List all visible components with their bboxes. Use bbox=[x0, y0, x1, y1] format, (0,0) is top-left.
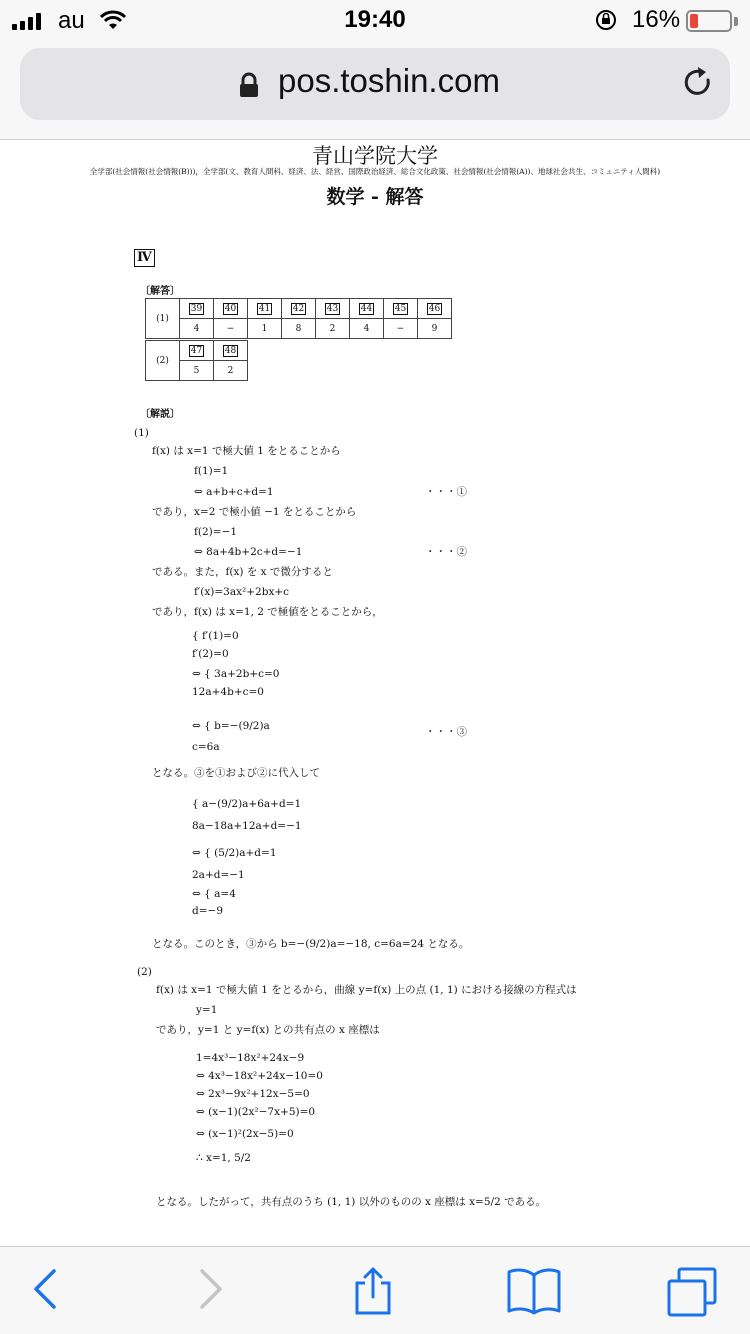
answer-box-number: 42 bbox=[292, 303, 305, 314]
carrier: au bbox=[58, 7, 85, 34]
padlock-icon bbox=[238, 72, 260, 98]
university-name: 青山学院大学 bbox=[312, 144, 438, 168]
answer-value: − bbox=[384, 319, 418, 339]
answer-box-number: 43 bbox=[326, 303, 339, 314]
answer-value: 9 bbox=[418, 319, 452, 339]
answer-table-1 bbox=[145, 298, 452, 339]
equation-marker: ・・・② bbox=[425, 546, 467, 558]
math-line: { f′(1)=0 bbox=[192, 630, 239, 642]
equation-marker: ・・・③ bbox=[425, 726, 467, 738]
math-line: { a−(9/2)a+6a+d=1 bbox=[192, 798, 302, 810]
math-line: ⇔ { 3a+2b+c=0 bbox=[192, 668, 280, 680]
explanation-label: 〔解説〕 bbox=[140, 409, 180, 420]
answer-table-2 bbox=[145, 340, 248, 381]
part-label: (1) bbox=[146, 299, 180, 339]
math-line: 1=4x³−18x²+24x−9 bbox=[196, 1052, 305, 1064]
math-line: となる。したがって，共有点のうち (1, 1) 以外のものの x 座標は x=5/2 である。 bbox=[156, 1196, 547, 1208]
math-line: である。また，f(x) を x で微分すると bbox=[152, 566, 333, 578]
answer-box-number: 46 bbox=[428, 303, 441, 314]
tabs-icon[interactable] bbox=[666, 1267, 720, 1317]
answer-box-number: 44 bbox=[360, 303, 373, 314]
address-bar[interactable] bbox=[20, 48, 730, 120]
math-line: ⇔ 8a+4b+2c+d=−1 bbox=[194, 546, 303, 558]
part-heading: (1) bbox=[134, 427, 149, 439]
math-line: ⇔ (x−1)²(2x−5)=0 bbox=[196, 1128, 294, 1140]
math-line: f′(x)=3ax²+2bx+c bbox=[194, 586, 290, 598]
reload-icon[interactable] bbox=[680, 64, 716, 102]
math-line: f(2)=−1 bbox=[194, 526, 238, 538]
math-line: ⇔ { a=4 bbox=[192, 888, 236, 900]
forward-icon[interactable] bbox=[196, 1267, 226, 1311]
answer-value: 4 bbox=[180, 319, 214, 339]
math-line: ∴ x=1, 5/2 bbox=[196, 1152, 251, 1164]
orientation-lock-icon bbox=[594, 9, 618, 31]
answer-box-number: 48 bbox=[224, 345, 237, 356]
math-line: 8a−18a+12a+d=−1 bbox=[192, 820, 302, 832]
answer-label: 〔解答〕 bbox=[140, 286, 180, 297]
answer-box-number: 39 bbox=[190, 303, 203, 314]
answer-value: 2 bbox=[316, 319, 350, 339]
math-line: y=1 bbox=[196, 1004, 218, 1016]
share-icon[interactable] bbox=[352, 1267, 394, 1315]
math-line: f(x) は x=1 で極大値 1 をとるから，曲線 y=f(x) 上の点 (1, 1) における接線の方程式は bbox=[156, 984, 577, 996]
math-line: ⇔ (x−1)(2x²−7x+5)=0 bbox=[196, 1106, 316, 1118]
answer-value: − bbox=[214, 319, 248, 339]
math-line: d=−9 bbox=[192, 905, 223, 917]
answer-box-number: 41 bbox=[258, 303, 271, 314]
answer-box-number: 47 bbox=[190, 345, 203, 356]
url-text[interactable]: pos.toshin.com bbox=[278, 62, 500, 99]
math-line: f′(2)=0 bbox=[192, 648, 229, 660]
math-line: ⇔ 2x³−9x²+12x−5=0 bbox=[196, 1088, 310, 1100]
document-page bbox=[0, 140, 750, 1246]
bookmarks-icon[interactable] bbox=[506, 1267, 562, 1315]
answer-value: 1 bbox=[248, 319, 282, 339]
back-icon[interactable] bbox=[30, 1267, 60, 1311]
battery-percent: 16% bbox=[632, 6, 681, 33]
math-line: であり，y=1 と y=f(x) との共有点の x 座標は bbox=[156, 1024, 380, 1036]
page-title: 数学 - 解答 bbox=[326, 186, 424, 208]
math-line: ⇔ a+b+c+d=1 bbox=[194, 486, 274, 498]
math-line: であり，x=2 で極小値 −1 をとることから bbox=[152, 506, 357, 518]
status-bar bbox=[0, 0, 750, 40]
math-line: ⇔ { b=−(9/2)a bbox=[192, 720, 270, 732]
battery-icon bbox=[686, 10, 732, 32]
math-line: となる。このとき，③から b=−(9/2)a=−18, c=6a=24 となる。 bbox=[152, 938, 470, 950]
math-line: 2a+d=−1 bbox=[192, 869, 245, 881]
part-label: (2) bbox=[146, 341, 180, 381]
answer-value: 8 bbox=[282, 319, 316, 339]
browser-toolbar bbox=[0, 40, 750, 140]
math-line: f(1)=1 bbox=[194, 465, 229, 477]
math-line: 12a+4b+c=0 bbox=[192, 686, 264, 698]
math-line: c=6a bbox=[192, 741, 220, 753]
math-line: となる。③を①および②に代入して bbox=[152, 767, 320, 779]
answer-box-number: 40 bbox=[224, 303, 237, 314]
math-line: ⇔ { (5/2)a+d=1 bbox=[192, 847, 277, 859]
equation-marker: ・・・① bbox=[425, 486, 467, 498]
section-number: Ⅳ bbox=[134, 249, 155, 267]
math-line: ⇔ 4x³−18x²+24x−10=0 bbox=[196, 1070, 323, 1082]
answer-value: 4 bbox=[350, 319, 384, 339]
department-list: 全学部(社会情報(社会情報(B)))，全学部(文、教育人間科、経済、法、経営、国際政治経済、総合文化政策、社会情報(社会情報(A))、地球社会共生、コミュニティ人間科) bbox=[89, 167, 661, 176]
bottom-toolbar bbox=[0, 1246, 750, 1334]
math-line: であり，f(x) は x=1, 2 で極値をとることから， bbox=[152, 606, 383, 618]
clock: 19:40 bbox=[344, 6, 406, 33]
part-heading: (2) bbox=[137, 966, 152, 978]
answer-value: 2 bbox=[214, 361, 248, 381]
battery-tip bbox=[734, 17, 738, 26]
answer-value: 5 bbox=[180, 361, 214, 381]
answer-box-number: 45 bbox=[394, 303, 407, 314]
math-line: f(x) は x=1 で極大値 1 をとることから bbox=[152, 445, 341, 457]
